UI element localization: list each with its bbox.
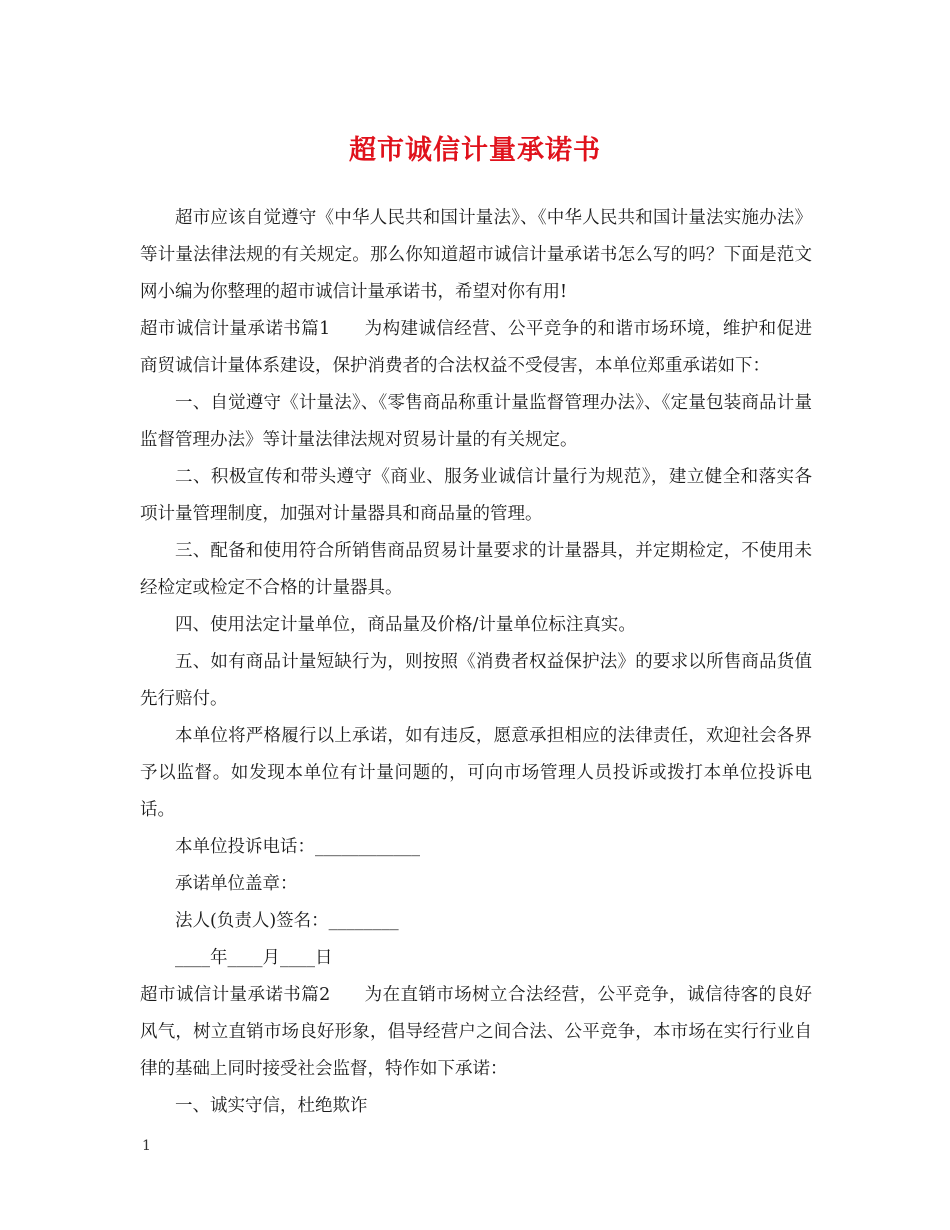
section-1-item: 五、如有商品计量短缺行为，则按照《消费者权益保护法》的要求以所售商品货值先行赔付。 <box>140 652 812 709</box>
section-1-item: 二、积极宣传和带头遵守《商业、服务业诚信计量行为规范》，建立健全和落实各项计量管理制度，加强对计量器具和商品量的管理。 <box>140 467 812 524</box>
section-1-item: 三、配备和使用符合所销售商品贸易计量要求的计量器具，并定期检定，不使用未经检定或检定不合格的计量器具。 <box>140 541 812 598</box>
intro-paragraph: 超市应该自觉遵守《中华人民共和国计量法》、《中华人民共和国计量法实施办法》等计量法律法规的有关规定。那么你知道超市诚信计量承诺书怎么写的吗？下面是范文网小编为你整理的超市诚信计量承诺书，希望对你有用! <box>140 208 812 302</box>
seal-line: 承诺单位盖章： <box>175 874 298 894</box>
section-2-lead-paragraph <box>140 977 812 1088</box>
section-2-heading: 超市诚信计量承诺书篇2 <box>140 985 331 1005</box>
page-number: 1 <box>142 1138 151 1154</box>
section-2-lead: 为在直销市场树立合法经营，公平竞争，诚信待客的良好风气，树立直销市场良好形象，倡导经营户之间合法、公平竞争，本市场在实行行业自律的基础上同时接受社会监督，特作如下承诺： <box>140 985 813 1079</box>
section-1-lead: 为构建诚信经营、公平竞争的和谐市场环境，维护和促进商贸诚信计量体系建设，保护消费者的合法权益不受侵害，本单位郑重承诺如下： <box>140 319 813 376</box>
signature-line: 法人(负责人)签名：________ <box>175 911 399 931</box>
section-1-closing: 本单位将严格履行以上承诺，如有违反，愿意承担相应的法律责任，欢迎社会各界予以监督。如发现本单位有计量问题的，可向市场管理人员投诉或拨打本单位投诉电话。 <box>140 726 812 820</box>
section-2-item: 一、诚实守信，杜绝欺诈 <box>175 1096 368 1116</box>
document-body <box>140 200 812 1125</box>
date-line: ____年____月____日 <box>175 948 333 968</box>
document-title: 超市诚信计量承诺书 <box>349 135 601 166</box>
section-1-heading: 超市诚信计量承诺书篇1 <box>140 319 331 339</box>
complaint-phone-line: 本单位投诉电话：____________ <box>175 837 420 857</box>
section-1-item: 四、使用法定计量单位，商品量及价格/计量单位标注真实。 <box>175 615 636 635</box>
section-1-lead-paragraph <box>140 311 812 385</box>
section-1-item: 一、自觉遵守《计量法》、《零售商品称重计量监督管理办法》、《定量包装商品计量监督管理办法》等计量法律法规对贸易计量的有关规定。 <box>140 393 812 450</box>
